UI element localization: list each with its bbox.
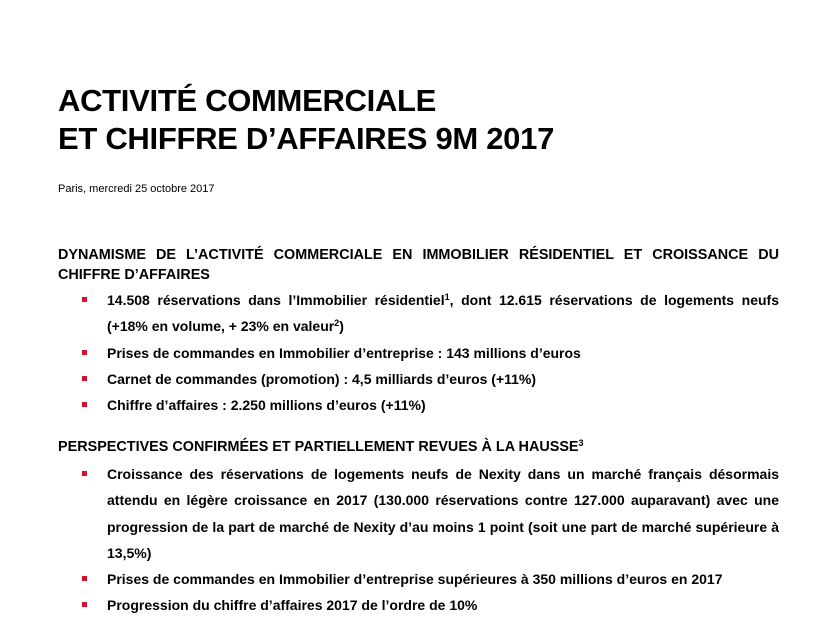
red-square-bullet-icon xyxy=(82,376,87,381)
list-item xyxy=(82,287,779,340)
footnote-ref: 1 xyxy=(444,292,450,302)
red-square-bullet-icon xyxy=(82,471,87,476)
list-item xyxy=(82,461,779,566)
dateline: Paris, mercredi 25 octobre 2017 xyxy=(58,183,215,195)
title-line-1: ACTIVITÉ COMMERCIALE xyxy=(58,83,437,118)
list-item xyxy=(82,566,779,592)
red-square-bullet-icon xyxy=(82,297,87,302)
red-square-bullet-icon xyxy=(82,402,87,407)
list-item xyxy=(82,366,779,392)
outlook-bullet-list xyxy=(82,461,779,619)
list-item xyxy=(82,592,779,618)
list-item xyxy=(82,340,779,366)
list-item-text: Prises de commandes en Immobilier d’entreprise : 143 millions d’euros xyxy=(107,344,581,361)
footnote-ref: 3 xyxy=(578,438,584,448)
list-item-text: Progression du chiffre d’affaires 2017 de l’ordre de 10% xyxy=(107,597,478,614)
list-item-text: Carnet de commandes (promotion) : 4,5 milliards d’euros (+11%) xyxy=(107,370,537,387)
activity-bullet-list xyxy=(82,287,779,418)
page-title xyxy=(58,82,554,158)
list-item-text: Chiffre d’affaires : 2.250 millions d’euros (+11%) xyxy=(107,397,426,414)
section-heading-activity: DYNAMISME DE L’ACTIVITÉ COMMERCIALE EN IMMOBILIER RÉSIDENTIEL ET CROISSANCE DU CHIFFRE D’AFFAIRES xyxy=(58,247,779,283)
red-square-bullet-icon xyxy=(82,602,87,607)
title-line-2: ET CHIFFRE D’AFFAIRES 9M 2017 xyxy=(58,121,555,156)
list-item-text: Croissance des réservations de logements neufs de Nexity dans un marché français désormais attendu en légère croissance en 2017 (130.000 réservations contre 127.000 auparavant) avec une progression de la part de marché de Nexity d’au moins 1 point (soit une part de marché supérieure à 13,5%) xyxy=(107,466,779,561)
footnote-ref: 2 xyxy=(334,318,340,329)
list-item xyxy=(82,392,779,418)
section-heading-outlook: PERSPECTIVES CONFIRMÉES ET PARTIELLEMENT REVUES À LA HAUSSE$^3$ xyxy=(58,438,584,455)
red-square-bullet-icon xyxy=(82,576,87,581)
list-item-text: Prises de commandes en Immobilier d’entreprise supérieures à 350 millions d’euros en 2017 xyxy=(107,571,723,588)
list-item-text: 14.508 réservations dans l’Immobilier résidentiel$^1$, dont 12.615 réservations de logements neufs (+18% en volume, + 23% en valeur$^2$) xyxy=(107,292,779,335)
red-square-bullet-icon xyxy=(82,350,87,355)
